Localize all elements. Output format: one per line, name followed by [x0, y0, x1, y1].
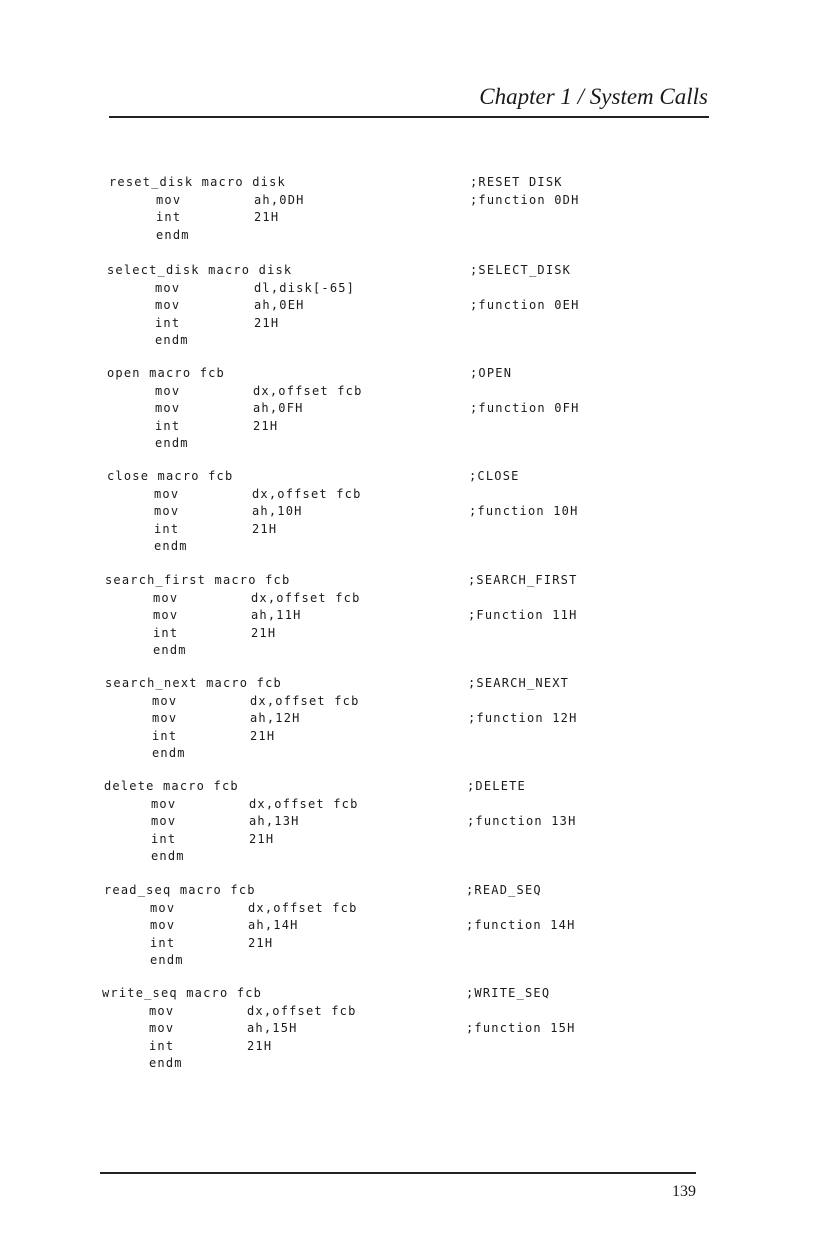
instruction-op: int: [149, 1039, 175, 1053]
instruction-op: mov: [150, 901, 176, 915]
instruction-op: endm: [153, 643, 187, 657]
instruction-operand: dl,disk[-65]: [254, 281, 356, 295]
instruction-op: mov: [153, 591, 179, 605]
instruction-op: mov: [154, 487, 180, 501]
instruction-op: endm: [155, 436, 189, 450]
instruction-comment: ;function 14H: [466, 918, 576, 932]
instruction-operand: ah,0DH: [254, 193, 305, 207]
macro-params: fcb: [213, 779, 239, 793]
macro-name: select_disk: [107, 263, 200, 277]
macro-keyword: macro: [171, 883, 231, 897]
macro-keyword: macro: [149, 469, 209, 483]
instruction-operand: ah,10H: [252, 504, 303, 518]
macro-params: fcb: [208, 469, 234, 483]
macro-header: [105, 675, 282, 692]
instruction-operand: dx,offset fcb: [249, 797, 359, 811]
macro-header: [109, 174, 286, 191]
instruction-comment: ;Function 11H: [468, 608, 578, 622]
macro-name: delete: [104, 779, 155, 793]
page-number: 139: [672, 1183, 696, 1200]
macro-header: [104, 882, 256, 899]
instruction-op: mov: [151, 797, 177, 811]
macro-keyword: macro: [154, 779, 214, 793]
instruction-op: int: [155, 316, 181, 330]
macro-name: search_first: [105, 573, 207, 587]
instruction-operand: ah,14H: [248, 918, 299, 932]
instruction-comment: ;function 0EH: [470, 298, 580, 312]
instruction-op: mov: [155, 298, 181, 312]
instruction-op: endm: [150, 953, 184, 967]
chapter-header: Chapter 1 / System Calls: [479, 84, 708, 109]
instruction-operand: 21H: [254, 316, 280, 330]
instruction-op: mov: [155, 401, 181, 415]
instruction-op: mov: [149, 1021, 175, 1035]
instruction-op: int: [154, 522, 180, 536]
macro-header: [102, 985, 262, 1002]
instruction-op: endm: [151, 849, 185, 863]
instruction-operand: 21H: [249, 832, 275, 846]
instruction-operand: dx,offset fcb: [253, 384, 363, 398]
instruction-operand: dx,offset fcb: [251, 591, 361, 605]
instruction-comment: ;function 12H: [468, 711, 578, 725]
instruction-op: int: [155, 419, 181, 433]
macro-name: read_seq: [104, 883, 172, 897]
macro-comment: ;OPEN: [470, 366, 513, 380]
instruction-op: mov: [156, 193, 182, 207]
macro-block-reset-disk: [0, 174, 824, 264]
macro-header: [107, 468, 233, 485]
macro-comment: ;SELECT_DISK: [470, 263, 572, 277]
instruction-operand: dx,offset fcb: [247, 1004, 357, 1018]
instruction-op: endm: [149, 1056, 183, 1070]
instruction-operand: 21H: [247, 1039, 273, 1053]
instruction-operand: ah,12H: [250, 711, 301, 725]
macro-name: open: [107, 366, 141, 380]
instruction-operand: dx,offset fcb: [248, 901, 358, 915]
instruction-operand: 21H: [248, 936, 274, 950]
instruction-comment: ;function 10H: [469, 504, 579, 518]
instruction-operand: 21H: [251, 626, 277, 640]
instruction-op: int: [152, 729, 178, 743]
instruction-op: int: [156, 210, 182, 224]
instruction-comment: ;function 13H: [467, 814, 577, 828]
instruction-op: mov: [153, 608, 179, 622]
macro-comment: ;READ_SEQ: [466, 883, 542, 897]
instruction-operand: ah,0EH: [254, 298, 305, 312]
instruction-operand: dx,offset fcb: [250, 694, 360, 708]
macro-params: fcb: [256, 676, 282, 690]
instruction-op: mov: [150, 918, 176, 932]
instruction-op: endm: [154, 539, 188, 553]
macro-header: [105, 572, 290, 589]
macro-block-write-seq: [0, 985, 824, 1075]
instruction-operand: dx,offset fcb: [252, 487, 362, 501]
macro-block-read-seq: [0, 882, 824, 972]
instruction-op: mov: [152, 711, 178, 725]
instruction-operand: ah,13H: [249, 814, 300, 828]
macro-params: fcb: [199, 366, 225, 380]
instruction-operand: 21H: [254, 210, 280, 224]
instruction-operand: ah,15H: [247, 1021, 298, 1035]
macro-block-close: [0, 468, 824, 558]
macro-block-search-next: [0, 675, 824, 765]
instruction-operand: ah,0FH: [253, 401, 304, 415]
macro-keyword: macro: [197, 676, 257, 690]
instruction-op: mov: [154, 504, 180, 518]
instruction-op: mov: [152, 694, 178, 708]
instruction-op: mov: [155, 384, 181, 398]
macro-comment: ;DELETE: [467, 779, 526, 793]
macro-params: fcb: [265, 573, 291, 587]
macro-keyword: macro: [177, 986, 237, 1000]
instruction-operand: 21H: [253, 419, 279, 433]
macro-keyword: macro: [199, 263, 259, 277]
macro-params: fcb: [230, 883, 256, 897]
instruction-op: int: [151, 832, 177, 846]
instruction-op: endm: [152, 746, 186, 760]
instruction-operand: 21H: [250, 729, 276, 743]
macro-header: [107, 365, 225, 382]
macro-params: disk: [258, 263, 293, 277]
macro-keyword: macro: [140, 366, 200, 380]
macro-name: close: [107, 469, 150, 483]
instruction-op: int: [153, 626, 179, 640]
instruction-comment: ;function 0DH: [470, 193, 580, 207]
macro-block-open: [0, 365, 824, 455]
macro-comment: ;CLOSE: [469, 469, 520, 483]
instruction-op: int: [150, 936, 176, 950]
macro-name: reset_disk: [109, 175, 194, 189]
macro-block-select-disk: [0, 262, 824, 352]
instruction-op: endm: [156, 228, 190, 242]
macro-comment: ;SEARCH_FIRST: [468, 573, 578, 587]
macro-header: [104, 778, 239, 795]
macro-block-search-first: [0, 572, 824, 662]
instruction-op: mov: [149, 1004, 175, 1018]
footer-rule: [100, 1172, 696, 1174]
macro-comment: ;WRITE_SEQ: [466, 986, 551, 1000]
instruction-op: mov: [155, 281, 181, 295]
instruction-op: mov: [151, 814, 177, 828]
instruction-comment: ;function 15H: [466, 1021, 576, 1035]
instruction-operand: ah,11H: [251, 608, 302, 622]
macro-block-delete: [0, 778, 824, 868]
instruction-comment: ;function 0FH: [470, 401, 580, 415]
macro-name: search_next: [105, 676, 198, 690]
macro-keyword: macro: [206, 573, 266, 587]
macro-comment: ;RESET DISK: [470, 175, 563, 189]
instruction-op: endm: [155, 333, 189, 347]
macro-params: fcb: [236, 986, 263, 1000]
macro-name: write_seq: [102, 986, 178, 1000]
instruction-operand: 21H: [252, 522, 278, 536]
macro-header: [107, 262, 292, 279]
macro-params: disk: [252, 175, 286, 189]
macro-comment: ;SEARCH_NEXT: [468, 676, 570, 690]
macro-keyword: macro: [193, 175, 253, 189]
